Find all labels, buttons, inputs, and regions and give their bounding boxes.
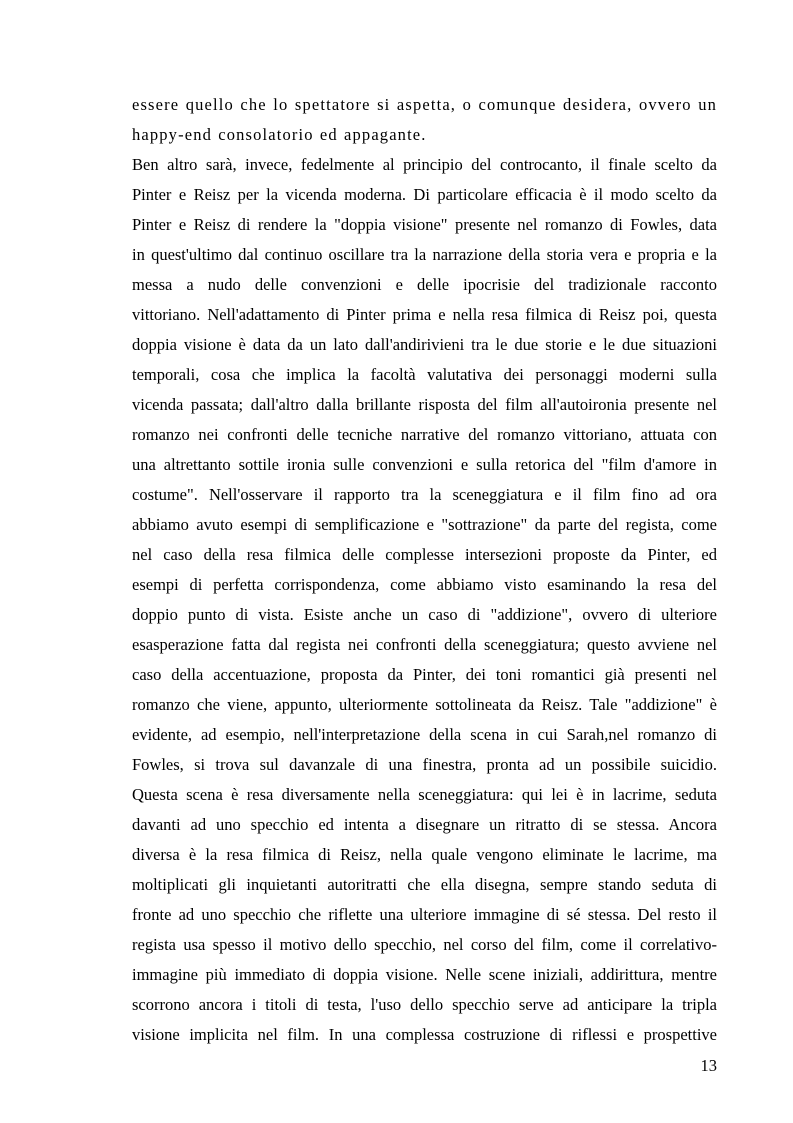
text-line: moltiplicati gli inquietanti autoritratti che ella disegna, sempre stando seduta di <box>132 875 717 894</box>
text-line: romanzo che viene, appunto, ulteriormente sottolineata da Reisz. Tale "addizione" è <box>132 695 717 714</box>
text-line: regista usa spesso il motivo dello specchio, nel corso del film, come il correlativo- <box>132 935 717 954</box>
text-line: esasperazione fatta dal regista nei confronti della sceneggiatura; questo avviene nel <box>132 635 717 654</box>
text-line: caso della accentuazione, proposta da Pinter, dei toni romantici già presenti nel <box>132 665 717 684</box>
text-line: happy-end consolatorio ed appagante. <box>132 125 427 144</box>
text-line: vittoriano. Nell'adattamento di Pinter prima e nella resa filmica di Reisz poi, questa <box>132 305 717 324</box>
text-line: Questa scena è resa diversamente nella sceneggiatura: qui lei è in lacrime, seduta <box>132 785 717 804</box>
text-line: visione implicita nel film. In una complessa costruzione di riflessi e prospettive <box>132 1025 717 1044</box>
text-line: immagine più immediato di doppia visione. Nelle scene iniziali, addirittura, mentre <box>132 965 717 984</box>
text-line: in quest'ultimo dal continuo oscillare tra la narrazione della storia vera e propria e la <box>132 245 717 264</box>
text-line: vicenda passata; dall'altro dalla brillante risposta del film all'autoironia presente nel <box>132 395 717 414</box>
text-line: costume". Nell'osservare il rapporto tra la sceneggiatura e il film fino ad ora <box>132 485 717 504</box>
text-line: Fowles, si trova sul davanzale di una finestra, pronta ad un possibile suicidio. <box>132 755 717 774</box>
text-line: Pinter e Reisz di rendere la "doppia visione" presente nel romanzo di Fowles, data <box>132 215 717 234</box>
text-line: temporali, cosa che implica la facoltà valutativa dei personaggi moderni sulla <box>132 365 717 384</box>
text-line: fronte ad uno specchio che riflette una ulteriore immagine di sé stessa. Del resto il <box>132 905 717 924</box>
text-line: esempi di perfetta corrispondenza, come abbiamo visto esaminando la resa del <box>132 575 717 594</box>
text-line: abbiamo avuto esempi di semplificazione e "sottrazione" da parte del regista, come <box>132 515 717 534</box>
text-line: Pinter e Reisz per la vicenda moderna. Di particolare efficacia è il modo scelto da <box>132 185 717 204</box>
text-line: una altrettanto sottile ironia sulle convenzioni e sulla retorica del "film d'amore in <box>132 455 717 474</box>
page-number: 13 <box>700 1056 717 1075</box>
text-line: Ben altro sarà, invece, fedelmente al principio del controcanto, il finale scelto da <box>132 155 717 174</box>
text-line: doppia visione è data da un lato dall'andirivieni tra le due storie e le due situazioni <box>132 335 717 354</box>
text-line: davanti ad uno specchio ed intenta a disegnare un ritratto di se stessa. Ancora <box>132 815 717 834</box>
text-line: essere quello che lo spettatore si aspetta, o comunque desidera, ovvero un <box>132 95 717 114</box>
text-line: evidente, ad esempio, nell'interpretazione della scena in cui Sarah,nel romanzo di <box>132 725 717 744</box>
text-line: diversa è la resa filmica di Reisz, nella quale vengono eliminate le lacrime, ma <box>132 845 717 864</box>
text-line: messa a nudo delle convenzioni e delle ipocrisie del tradizionale racconto <box>132 275 717 294</box>
text-line: romanzo nei confronti delle tecniche narrative del romanzo vittoriano, attuata con <box>132 425 717 444</box>
text-line: scorrono ancora i titoli di testa, l'uso dello specchio serve ad anticipare la tripla <box>132 995 717 1014</box>
text-line: doppio punto di vista. Esiste anche un caso di "addizione", ovvero di ulteriore <box>132 605 717 624</box>
text-line: nel caso della resa filmica delle complesse intersezioni proposte da Pinter, ed <box>132 545 717 564</box>
